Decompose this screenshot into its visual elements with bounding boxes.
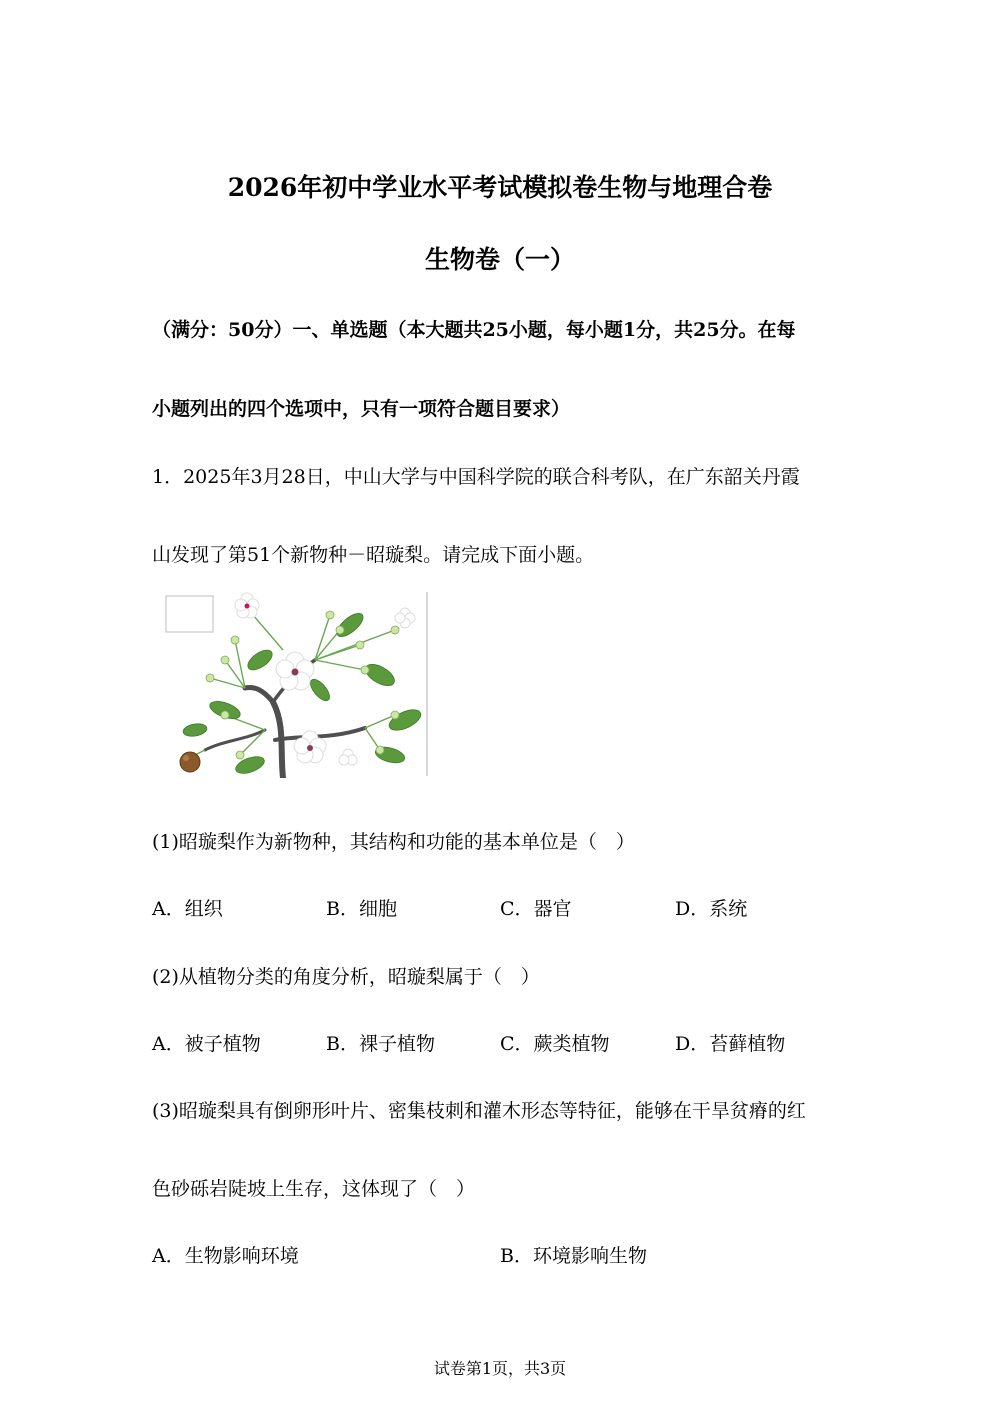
sub2-option-c: C．蕨类植物 [500,1033,610,1055]
sub3-option-a: A．生物影响环境 [152,1245,299,1267]
instructions-line-2: 小题列出的四个选项中，只有一项符合题目要求） [152,398,571,420]
sub1-option-c: C．器官 [500,898,572,920]
sub2-option-b: B．裸子植物 [326,1033,435,1055]
instructions-line-1: （满分：50分）一、单选题（本大题共25小题，每小题1分，共25分。在每 [152,319,796,341]
exam-subtitle: 生物卷（一） [424,245,575,274]
question1-sub2-text: (2)从植物分类的角度分析，昭璇梨属于（ ） [152,966,540,988]
sub3-option-b: B．环境影响生物 [500,1245,647,1267]
question1-stem-line-1: 1．2025年3月28日，中山大学与中国科学院的联合科考队，在广东韶关丹霞 [152,466,800,488]
question1-sub3-line-1: (3)昭璇梨具有倒卵形叶片、密集枝刺和灌木形态等特征，能够在干旱贫瘠的红 [152,1100,806,1122]
exam-title: 2026年初中学业水平考试模拟卷生物与地理合卷 [227,173,773,202]
question1-sub1-text: (1)昭璇梨作为新物种，其结构和功能的基本单位是（ ） [152,831,635,853]
sub1-option-d: D．系统 [675,898,748,920]
question1-sub3-line-2: 色砂砾岩陡坡上生存，这体现了（ ） [152,1178,476,1200]
sub2-option-a: A．被子植物 [152,1033,261,1055]
pear-fruit-icon [180,752,200,772]
sub1-option-b: B．细胞 [326,898,397,920]
sub2-option-d: D．苔藓植物 [675,1033,786,1055]
sub1-option-a: A．组织 [152,898,223,920]
pear-blossom-figure [165,590,429,778]
question1-stem-line-2: 山发现了第51个新物种－昭璇梨。请完成下面小题。 [152,544,595,566]
pear-blossom-branch-icon [165,590,429,778]
page-footer: 试卷第1页，共3页 [433,1359,567,1378]
